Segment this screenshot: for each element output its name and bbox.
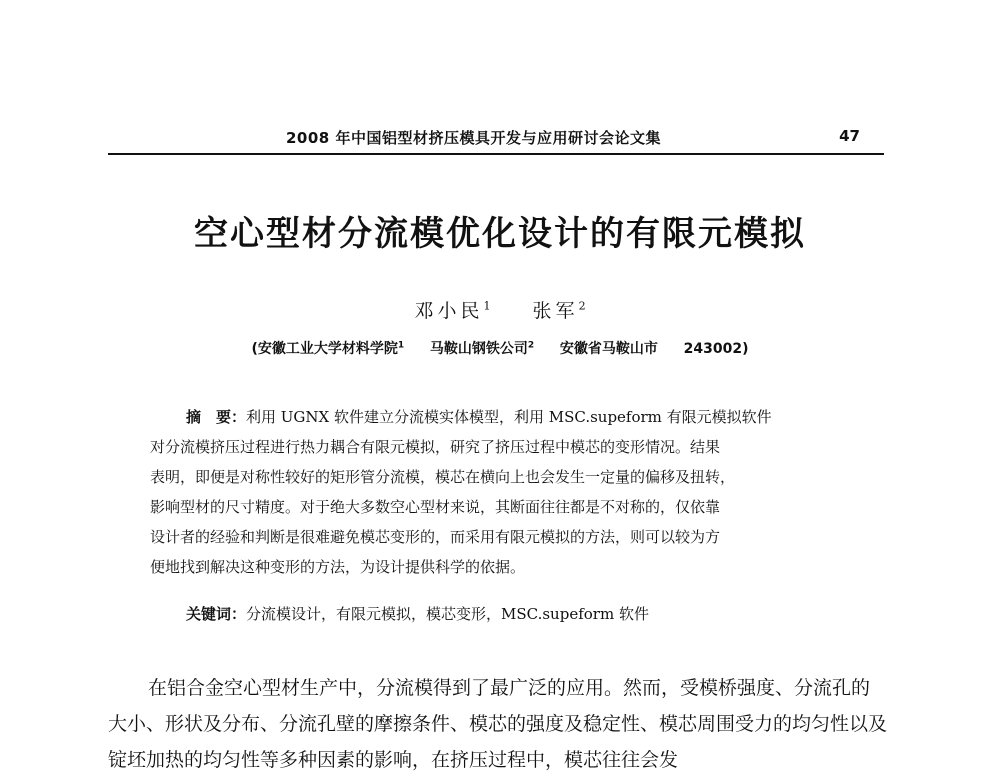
author-name: 张军 xyxy=(532,300,579,322)
keywords xyxy=(186,603,866,624)
body-paragraph: 在铝合金空心型材生产中，分流模得到了最广泛的应用。然而，受模桥强度、分流孔的大小、形状及分布、分流孔壁的摩擦条件、模芯的强度及稳定性、模芯周围受力的均匀性以及锭坯加热的均匀性等多种因素的影响，在挤压过程中，模芯往往会发 xyxy=(108,677,888,771)
affiliation-line xyxy=(0,338,1000,358)
abstract-line: 便地找到解决这种变形的方法，为设计提供科学的依据。 xyxy=(150,558,526,576)
page-number: 47 xyxy=(839,127,860,145)
keywords-text: 分流模设计，有限元模拟，模芯变形，MSC.supeform 软件 xyxy=(246,605,649,623)
abstract-text: 利用 UGNX 软件建立分流模实体模型，利用 MSC.supeform 有限元模拟软件 xyxy=(246,408,772,426)
affiliation-postcode: 243002 xyxy=(683,341,743,357)
affiliation-location: 安徽省马鞍山市 xyxy=(559,341,658,357)
header-rule xyxy=(108,153,884,155)
abstract-line xyxy=(150,402,860,432)
running-header xyxy=(108,127,860,151)
author-affiliation-mark: 1 xyxy=(483,299,491,313)
affiliation-mark: 1 xyxy=(397,340,405,351)
abstract-label: 摘 要： xyxy=(186,408,247,426)
author-name: 邓小民 xyxy=(414,300,484,322)
affiliation-item: 马鞍山钢铁公司 xyxy=(429,341,528,357)
affiliation-open-paren: ( xyxy=(251,341,258,357)
affiliation-close-paren: ) xyxy=(742,341,749,357)
affiliation-item: 安徽工业大学材料学院 xyxy=(257,341,398,357)
keywords-label: 关键词： xyxy=(186,605,247,623)
affiliation-mark: 2 xyxy=(527,340,535,351)
abstract-line: 影响型材的尺寸精度。对于绝大多数空心型材来说，其断面往往都是不对称的，仅依靠 xyxy=(150,498,721,516)
abstract xyxy=(150,402,860,582)
proceedings-title: 2008 年中国铝型材挤压模具开发与应用研讨会论文集 xyxy=(286,129,661,147)
author-affiliation-mark: 2 xyxy=(578,299,586,313)
abstract-line: 表明，即便是对称性较好的矩形管分流模，模芯在横向上也会发生一定量的偏移及扭转， xyxy=(150,468,736,486)
author-list xyxy=(0,296,1000,323)
paper-title: 空心型材分流模优化设计的有限元模拟 xyxy=(194,214,806,254)
abstract-line: 对分流模挤压过程进行热力耦合有限元模拟，研究了挤压过程中模芯的变形情况。结果 xyxy=(150,438,721,456)
abstract-line: 设计者的经验和判断是很难避免模芯变形的，而采用有限元模拟的方法，则可以较为方 xyxy=(150,528,721,546)
